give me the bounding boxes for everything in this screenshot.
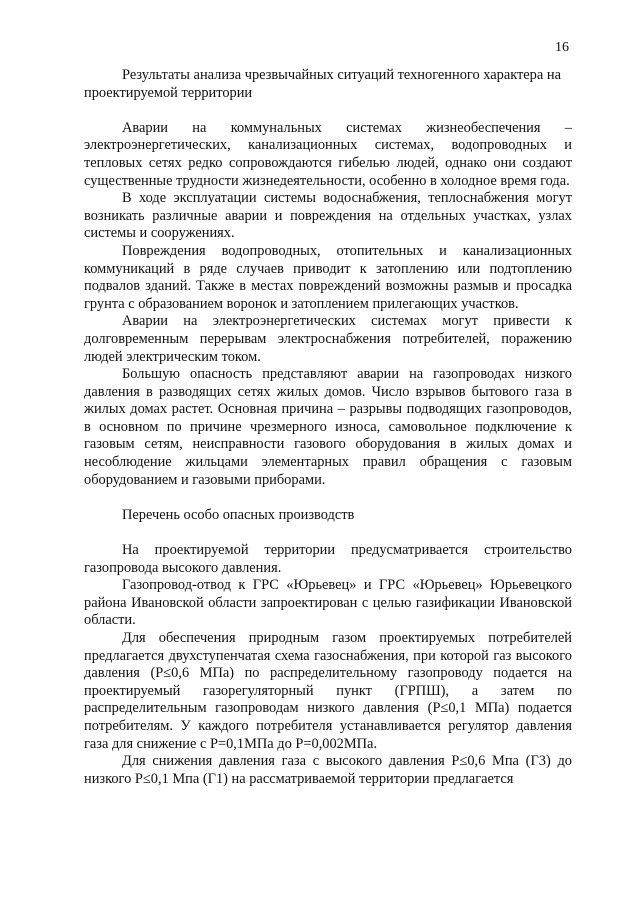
paragraph: Повреждения водопроводных, отопительных и канализационных коммуникаций в ряде случаев приводит к затоплению или подтоплению подвалов зданий. Также в местах повреждений возможны размыв и просадка грунта с образованием воронок и затоплением прилегающих участков. — [84, 242, 572, 312]
spacer — [84, 489, 572, 507]
document-content — [84, 67, 572, 788]
paragraph: Для обеспечения природным газом проектируемых потребителей предлагается двухступенчатая схема газоснабжения, при которой газ высокого давления (Р≤0,6 МПа) по распределительному газопроводу подается на проектируемый газорегуляторный пункт (ГРПШ), а затем по распределительным газопроводам низкого давления (Р≤0,1 МПа) подается потребителям. У каждого потребителя устанавливается регулятор давления газа для снижение с Р=0,1МПа до Р=0,002МПа. — [84, 630, 572, 752]
paragraph: Аварии на коммунальных системах жизнеобеспечения – электроэнергетических, канализационных системах, водопроводных и тепловых сетях редко сопровождаются гибелью людей, однако они создают существенные трудности жизнедеятельности, особенно в холодное время года. — [84, 119, 572, 189]
section-heading-hazardous-production: Перечень особо опасных производств — [122, 506, 355, 523]
paragraph: Газопровод-отвод к ГРС «Юрьевец» и ГРС «Юрьевец» Юрьевецкого района Ивановской области запроектирован с целью газификации Ивановской области. — [84, 577, 572, 629]
paragraph: На проектируемой территории предусматривается строительство газопровода высокого давления. — [84, 542, 572, 576]
paragraph: Аварии на электроэнергетических системах могут привести к долговременным перерывам электроснабжения потребителей, поражению людей электрическим током. — [84, 313, 572, 365]
spacer — [84, 102, 572, 120]
section-heading-emergency-analysis: Результаты анализа чрезвычайных ситуаций техногенного характера на проектируемой территории — [84, 67, 561, 101]
page-number: 16 — [555, 40, 569, 55]
paragraph: В ходе эксплуатации системы водоснабжения, теплоснабжения могут возникать различные аварии и повреждения на отдельных участках, узлах системы и сооружениях. — [84, 190, 572, 242]
paragraph: Большую опасность представляют аварии на газопроводах низкого давления в разводящих сетях жилых домов. Число взрывов бытового газа в жилых домах растет. Основная причина – разрывы подводящих газопроводов, в основном по причине чрезмерного износа, самовольное подключение к газовым сетям, неисправности газового оборудования в жилых домах и несоблюдение жильцами элементарных правил обращения с газовым оборудованием и газовыми приборами. — [84, 366, 572, 488]
paragraph: Для снижения давления газа с высокого давления Р≤0,6 Мпа (Г3) до низкого Р≤0,1 Мпа (Г1) на рассматриваемой территории предлагается — [84, 753, 572, 787]
spacer — [84, 524, 572, 542]
